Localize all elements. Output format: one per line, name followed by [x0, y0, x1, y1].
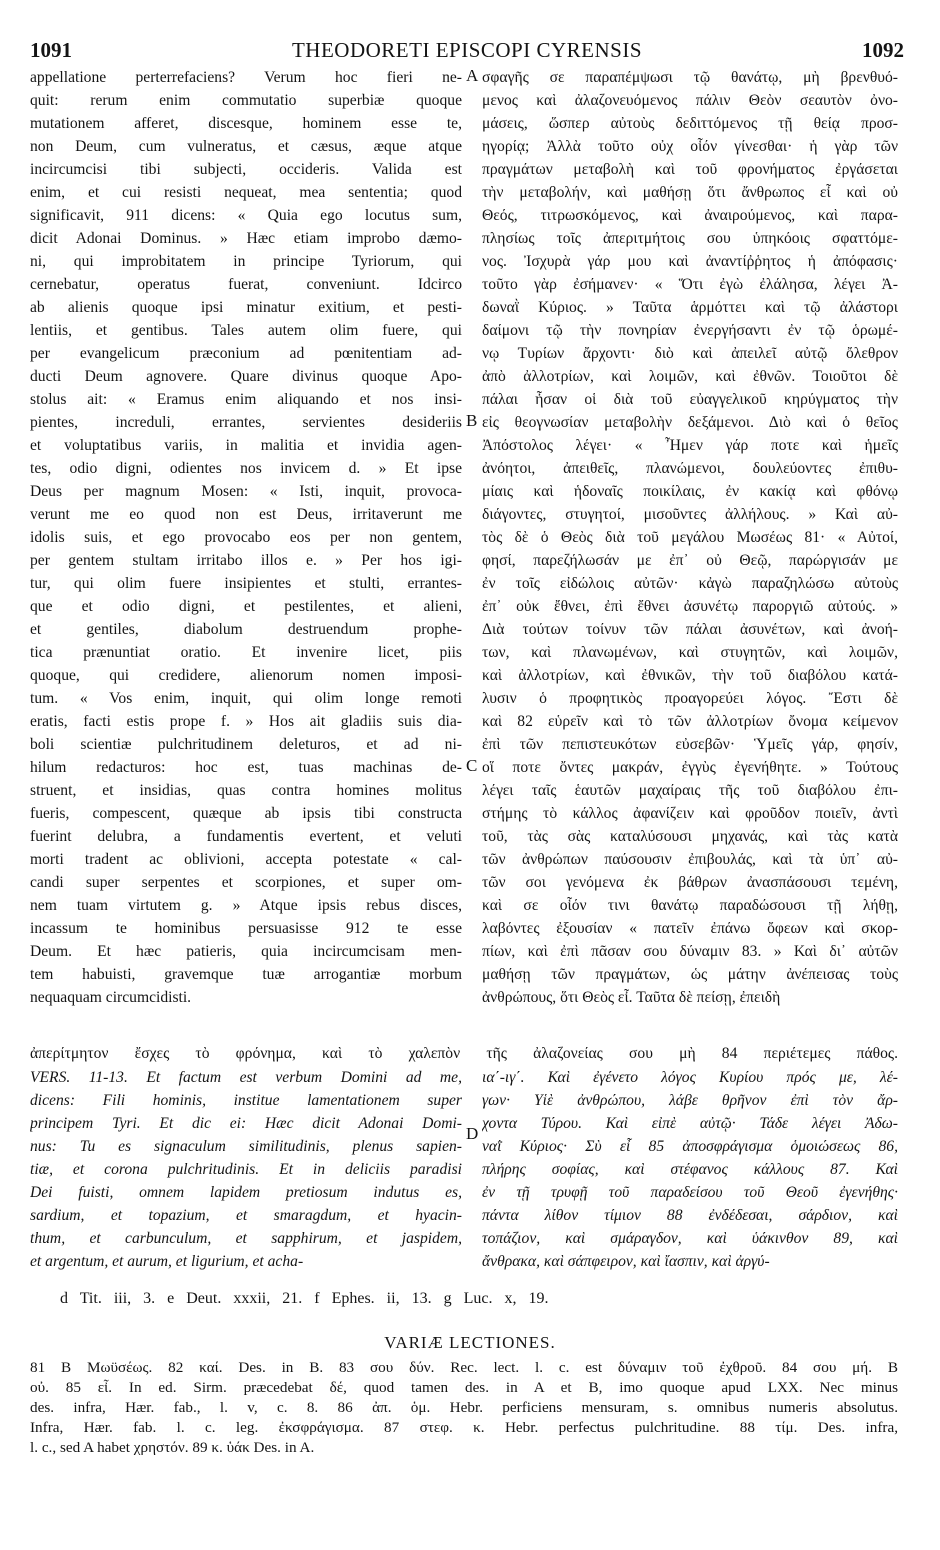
text-line: Infra, Hær. fab. l. c. leg. ἐκσφράγισμα. 87 στεφ. κ. Hebr. perfectus pulchritudine. 88 τίμ. Des. infra,: [30, 1419, 898, 1436]
latin-column: [30, 66, 462, 1009]
latin-lemma: [30, 1066, 462, 1273]
text-line: πλήρης σοφίας, καὶ στέφανος κάλλους 87. Καὶ: [482, 1161, 898, 1178]
text-line: et gentiles, diabolum destruendum prophe-: [30, 621, 462, 638]
text-line: μάσεις, ὥσπερ αὐτοὺς δεδιττόμενος τῇ θείᾳ προσ-: [482, 115, 898, 132]
text-line: des. infra, Hær. fab., l. v, c. 8. 86 ἀπ. ὁμ. Hebr. perficiens mensuram, s. omnibus numeris absolutus.: [30, 1399, 898, 1416]
text-line: principem Tyri. Et dic ei: Hæc dicit Adonai Domi-: [30, 1115, 462, 1132]
right-page-number: 1092: [862, 38, 904, 62]
text-line: boli scientiæ pulchritudinem deleturos, et ad ni-: [30, 736, 462, 753]
text-line: πίων, καὶ ἐπὶ πᾶσαν σου δύναμιν 83. » Καὶ δι᾽ αὐτῶν: [482, 943, 898, 960]
text-line: que et odio digni, et pestilentes, et alieni,: [30, 598, 462, 615]
text-line: ναῒ Κύριος· Σὺ εἶ 85 ἀποσφράγισμα ὁμοιώσεως 86,: [482, 1138, 898, 1155]
text-line: cernebatur, operatus fuerat, conveniunt. Idcirco: [30, 276, 462, 293]
text-line: καὶ 82 εὑρεῖν καὶ τὸ τῶν ἀλλοτρίων ὄνομα κείμενον: [482, 713, 898, 730]
text-line: nus: Tu es signaculum similitudinis, plenus sapien-: [30, 1138, 462, 1155]
text-line: οὐ. 85 εἶ. In ed. Sirm. præcedebat δέ, quod tamen des. in A et B, imo quoque apud LXX. Nec minus: [30, 1379, 898, 1396]
text-line: καὶ σε οἷόν τινι θανάτῳ παραδώσουσι τῇ λήθῃ,: [482, 897, 898, 914]
text-line: pientes, increduli, errantes, servientes desideriis: [30, 414, 462, 431]
text-line: incassum te hominibus persuasisse 912 te esse: [30, 920, 462, 937]
text-line: dicens: Fili hominis, institue lamentationem super: [30, 1092, 462, 1109]
left-page-number: 1091: [30, 38, 72, 62]
text-line: νῳ Τυρίων ἄρχοντι· διὸ καὶ ἀπειλεῖ αὐτῷ ὄλεθρον: [482, 345, 898, 362]
text-line: VERS. 11-13. Et factum est verbum Domini ad me,: [30, 1069, 462, 1086]
text-line: ηγορίᾳ; Ἀλλὰ τοῦτο οὐχ οἷόν γίνεσθαι· ἡ γὰρ τῶν: [482, 138, 898, 155]
greek-column: [482, 66, 898, 1009]
text-line: λυσιν ὁ προφητικὸς προαγορεύει λόγος. Ἔστι δὲ: [482, 690, 898, 707]
margin-letter-a: A: [466, 66, 479, 85]
text-line: λαβόντες ἐξουσίαν « πατεῖν ἐπάνω ὄφεων καὶ σκορ-: [482, 920, 898, 937]
text-line: thum, et carbunculum, et sapphirum, et jaspidem,: [30, 1230, 462, 1247]
text-line: morti tradent ac oblivioni, accepta potestate « cal-: [30, 851, 462, 868]
text-line: μενος καὶ ἀλαζονευόμενος πάλιν Θεὸν σεαυτὸν ὀνο-: [482, 92, 898, 109]
text-line: verunt me eo quod non est Deus, irritaverunt me: [30, 506, 462, 523]
text-line: candi super serpentes et scorpiones, et super om-: [30, 874, 462, 891]
variae-lectiones: [30, 1358, 898, 1458]
text-line: incircumcisi tibi subjecti, occideris. Valida est: [30, 161, 462, 178]
text-line: Θεός, τιτρωσκόμενος, καὶ ἀναιρούμενος, καὶ παρα-: [482, 207, 898, 224]
greek-lemma: [482, 1066, 898, 1273]
text-line: φησί, παρεζήλωσάν με ἐπ᾽ οὐ Θεῷ, παρώργισάν με: [482, 552, 898, 569]
text-line: ἐπ᾽ οὐκ ἔθνει, ἐπὶ ἔθνει ἀσυνέτῳ παροργιῶ αὐτούς. »: [482, 598, 898, 615]
text-line: dicit Adonai Dominus. » Hæc etiam improbo dæmo-: [30, 230, 462, 247]
text-line: πραγμάτων μεταβολὴ καὶ τοῦ φρονήματος ἐργάσεται: [482, 161, 898, 178]
scripture-footnotes: d Tit. iii, 3. e Deut. xxxii, 21. f Ephes. ii, 13. g Luc. x, 19.: [60, 1290, 549, 1307]
text-line: nequaquam circumcidisti.: [30, 989, 192, 1006]
text-line: ab alienis quoque ipsi minatur exitium, et pesti-: [30, 299, 462, 316]
text-line: μίαις καὶ ἡδοναῖς ποικίλαις, ἐν κακίᾳ καὶ φθόνῳ: [482, 483, 898, 500]
text-line: τῶν ἀνθρώπων παύσουσιν ἐπιβουλάς, καὶ τὰ ὑπ᾽ αὐ-: [482, 851, 898, 868]
text-line: lentiis, et gentibus. Tales autem olim fuere, qui: [30, 322, 462, 339]
text-line: idolis suis, et ego provocabo eos per non gentem,: [30, 529, 462, 546]
text-line: διάγοντες, στυγητοί, μισοῦντες ἀλλήλους. » Καὶ αὐ-: [482, 506, 898, 523]
text-line: τοῦ, τὰς σὰς καταλύσουσι μηχανάς, καὶ τὰς κατὰ: [482, 828, 898, 845]
text-line: quit: rerum enim commutatio superbiæ quoque: [30, 92, 462, 109]
text-line: tica prænuntiat oratio. Et invenire licet, piis: [30, 644, 462, 661]
text-line: τὴν μεταβολήν, καὶ μαθήσῃ ὅτι ἄνθρωπος εἶ καὶ οὐ: [482, 184, 898, 201]
text-line: ἄνθρακα, καὶ σάπφειρον, καὶ ἴασπιν, καὶ ἀργύ-: [482, 1253, 770, 1270]
text-line: δαίμονι τῷ τὴν πονηρίαν ἐνεργήσαντι ἐν τῷ ὁρωμέ-: [482, 322, 898, 339]
text-line: stolus ait: « Eramus enim aliquando et nos insi-: [30, 391, 462, 408]
text-line: ἐν τοῖς εἰδώλοις αὐτῶν· κἀγὼ παραζηλώσω αὐτοὺς: [482, 575, 898, 592]
text-line: tes, odio digni, odientes nos invicem d. » Et ipse: [30, 460, 462, 477]
full-width-line: [30, 1042, 898, 1065]
text-line: ni, qui improbitatem in principe Tyriorum, qui: [30, 253, 462, 270]
text-line: tum. « Vos enim, inquit, qui olim longe remoti: [30, 690, 462, 707]
text-line: Deus per magnum Mosen: « Isti, inquit, provoca-: [30, 483, 462, 500]
text-line: et argentum, et aurum, et ligurium, et acha-: [30, 1253, 304, 1270]
text-line: mutationem afferet, discesque, hominem esse te,: [30, 115, 462, 132]
text-line: εἰς θεογνωσίαν μεταβολὴν δεξάμενοι. Διὸ καὶ ὁ θεῖος: [482, 414, 898, 431]
text-line: 81 B Μωϋσέως. 82 καί. Des. in B. 83 σου δύν. Rec. lect. l. c. est δύναμιν τοῦ ἐχθροῦ. 84 σου μή. B: [30, 1359, 898, 1376]
text-line: λέγει ταῖς ἑαυτῶν μαχαίραις τῆς τοῦ διαβόλου ἐπι-: [482, 782, 898, 799]
text-line: τοῦτο γὰρ ἐσήμανεν· « Ὅτι ἐγὼ ἐλάλησα, λέγει Ἀ-: [482, 276, 898, 293]
text-line: ια΄-ιγ΄. Καὶ ἐγένετο λόγος Κυρίου πρός με, λέ-: [482, 1069, 898, 1086]
text-line: per gentem stultam irritabo illos e. » Per hos igi-: [30, 552, 462, 569]
text-line: sardium, et topazium, et smaragdum, et hyacin-: [30, 1207, 462, 1224]
margin-letter-c: C: [466, 756, 478, 775]
variae-lectiones-title: VARIÆ LECTIONES.: [384, 1333, 556, 1352]
text-line: τὸς δὲ ὁ Θεὸς διὰ τοῦ μεγάλου Μωσέως 81· « Αὐτοί,: [482, 529, 898, 546]
text-line: non Deum, cum vulneratus, et cæsus, æque atque: [30, 138, 462, 155]
text-line: καὶ ἀλλοτρίων, καὶ ἐθνικῶν, τὴν τοῦ διαβόλου κατά-: [482, 667, 898, 684]
text-line: significavit, 911 dicens: « Quia ego locutus sum,: [30, 207, 462, 224]
page-header: [30, 38, 904, 66]
text-line: στήμης τὸ κάλλος ἀφανίζειν καὶ φροῦδον ποιεῖν, ἀντὶ: [482, 805, 898, 822]
text-line: νος. Ἰσχυρὰ γάρ μου καὶ ἀναντίῤῥητος ἡ ἀπόφασις·: [482, 253, 898, 270]
text-line: per evangelicum præconium ad pœnitentiam ad-: [30, 345, 462, 362]
text-line: πλησίως τοῖς ἀπεριτμήτοις σου ὑπηκόοις σφαττόμε-: [482, 230, 898, 247]
text-line: enim, et cui resisti nequeat, mea sententia; quod: [30, 184, 462, 201]
text-line: Ἀπόστολος λέγει· « Ἦμεν γάρ ποτε καὶ ἡμεῖς: [482, 437, 898, 454]
text-line: appellatione perterrefaciens? Verum hoc fieri ne-: [30, 69, 462, 86]
text-line: ἀνθρώπους, ὅτι Θεὸς εἶ. Ταῦτα δὲ πείσῃ, ἐπειδὴ: [482, 989, 781, 1006]
text-line: fueris, compescent, quæque ab ipsis tibi constructa: [30, 805, 462, 822]
text-line: ἐπὶ τῶν πεπιστευκότων εὐσεβῶν· Ὑμεῖς γάρ, φησίν,: [482, 736, 898, 753]
text-line: ἀπὸ ἀλλοτρίων, καὶ λοιμῶν, καὶ ἐθνῶν. Τοιοῦτοι δὲ: [482, 368, 898, 385]
text-line: tiæ, et corona pulchritudinis. Et in deliciis paradisi: [30, 1161, 462, 1178]
text-line: Dei fuisti, omnem lapidem pretiosum indutus es,: [30, 1184, 462, 1201]
text-line: πάλαι ἦσαν οἱ διὰ τοῦ εὐαγγελικοῦ κηρύγματος τὴν: [482, 391, 898, 408]
text-line: fuerint delubra, a fundamentis evertent, et veluti: [30, 828, 462, 845]
text-line: tem habuisti, gravemque tuæ arrogantiæ morbum: [30, 966, 462, 983]
margin-letter-b: B: [466, 411, 478, 430]
text-line: μαθήσῃ τῶν πραγμάτων, ὡς μάτην ἀνέπεισας τοὺς: [482, 966, 898, 983]
text-line: σφαγῆς σε παραπέμψωσι τῷ θανάτῳ, μὴ βρενθυό-: [482, 69, 898, 86]
text-line: eratis, facti estis prope f. » Hos ait gladiis suis dia-: [30, 713, 462, 730]
text-line: l. c., sed A habet χρηστόν. 89 κ. ὑάκ Des. in A.: [30, 1439, 315, 1456]
text-line: τῶν σοι γενόμενα ἐκ βάθρων ἀνασπάσουσι τεμένη,: [482, 874, 898, 891]
text-line: τοπάζιον, καὶ σμάραγδον, καὶ ὑάκινθον 89, καὶ: [482, 1230, 898, 1247]
text-line: Διὰ τούτων τοίνυν τῶν πάλαι ἀσυνέτων, καὶ ἀνοή-: [482, 621, 898, 638]
text-line: των, καὶ πλανωμένων, καὶ στυγητῶν, καὶ λοιμῶν,: [482, 644, 898, 661]
text-line: struent, et insidias, quas contra homines molitus: [30, 782, 462, 799]
text-line: quoque, qui credidere, alienorum nomen imposi-: [30, 667, 462, 684]
text-line: ἀπερίτμητον ἔσχες τὸ φρόνημα, καὶ τὸ χαλεπὸν τῆς ἀλαζονείας σου μὴ 84 περιέτεμες πάθος.: [30, 1045, 898, 1062]
text-line: οἵ ποτε ὄντες μακράν, ἐγγὺς ἐγενήθητε. » Τούτους: [482, 759, 898, 776]
text-line: ducti Deum agnovere. Quare divinus quoque Apo-: [30, 368, 462, 385]
text-line: Deum. Et hæc patieris, quia incircumcisam men-: [30, 943, 462, 960]
text-line: tur, qui olim fuere insipientes et stulti, errantes-: [30, 575, 462, 592]
text-line: ἀνόητοι, ἀπειθεῖς, πλανώμενοι, δουλεύοντες ἐπιθυ-: [482, 460, 898, 477]
text-line: ἐν τῇ τρυφῇ τοῦ παραδείσου τοῦ Θεοῦ ἐγενήθης·: [482, 1184, 898, 1201]
running-title: THEODORETI EPISCOPI CYRENSIS: [291, 38, 643, 62]
text-line: δωναῒ Κύριος. » Ταῦτα ἁρμόττει καὶ τῷ ἀλάστορι: [482, 299, 898, 316]
text-line: χοντα Τύρου. Καὶ εἰπὲ αὐτῷ· Τάδε λέγει Ἀδω-: [482, 1115, 898, 1132]
text-line: γων· Υἱὲ ἀνθρώπου, λάβε θρῆνον ἐπὶ τὸν ἄρ-: [482, 1092, 898, 1109]
text-line: πάντα λίθον τίμιον 88 ἐνδέδεσαι, σάρδιον, καὶ: [482, 1207, 898, 1224]
text-line: et voluptatibus variis, in malitia et invidia agen-: [30, 437, 462, 454]
text-line: hilum redacturos: hoc est, tuas machinas de-: [30, 759, 462, 776]
text-line: nem tuam virtutem g. » Atque ipsis rebus disces,: [30, 897, 462, 914]
margin-letter-d: D: [466, 1124, 479, 1143]
